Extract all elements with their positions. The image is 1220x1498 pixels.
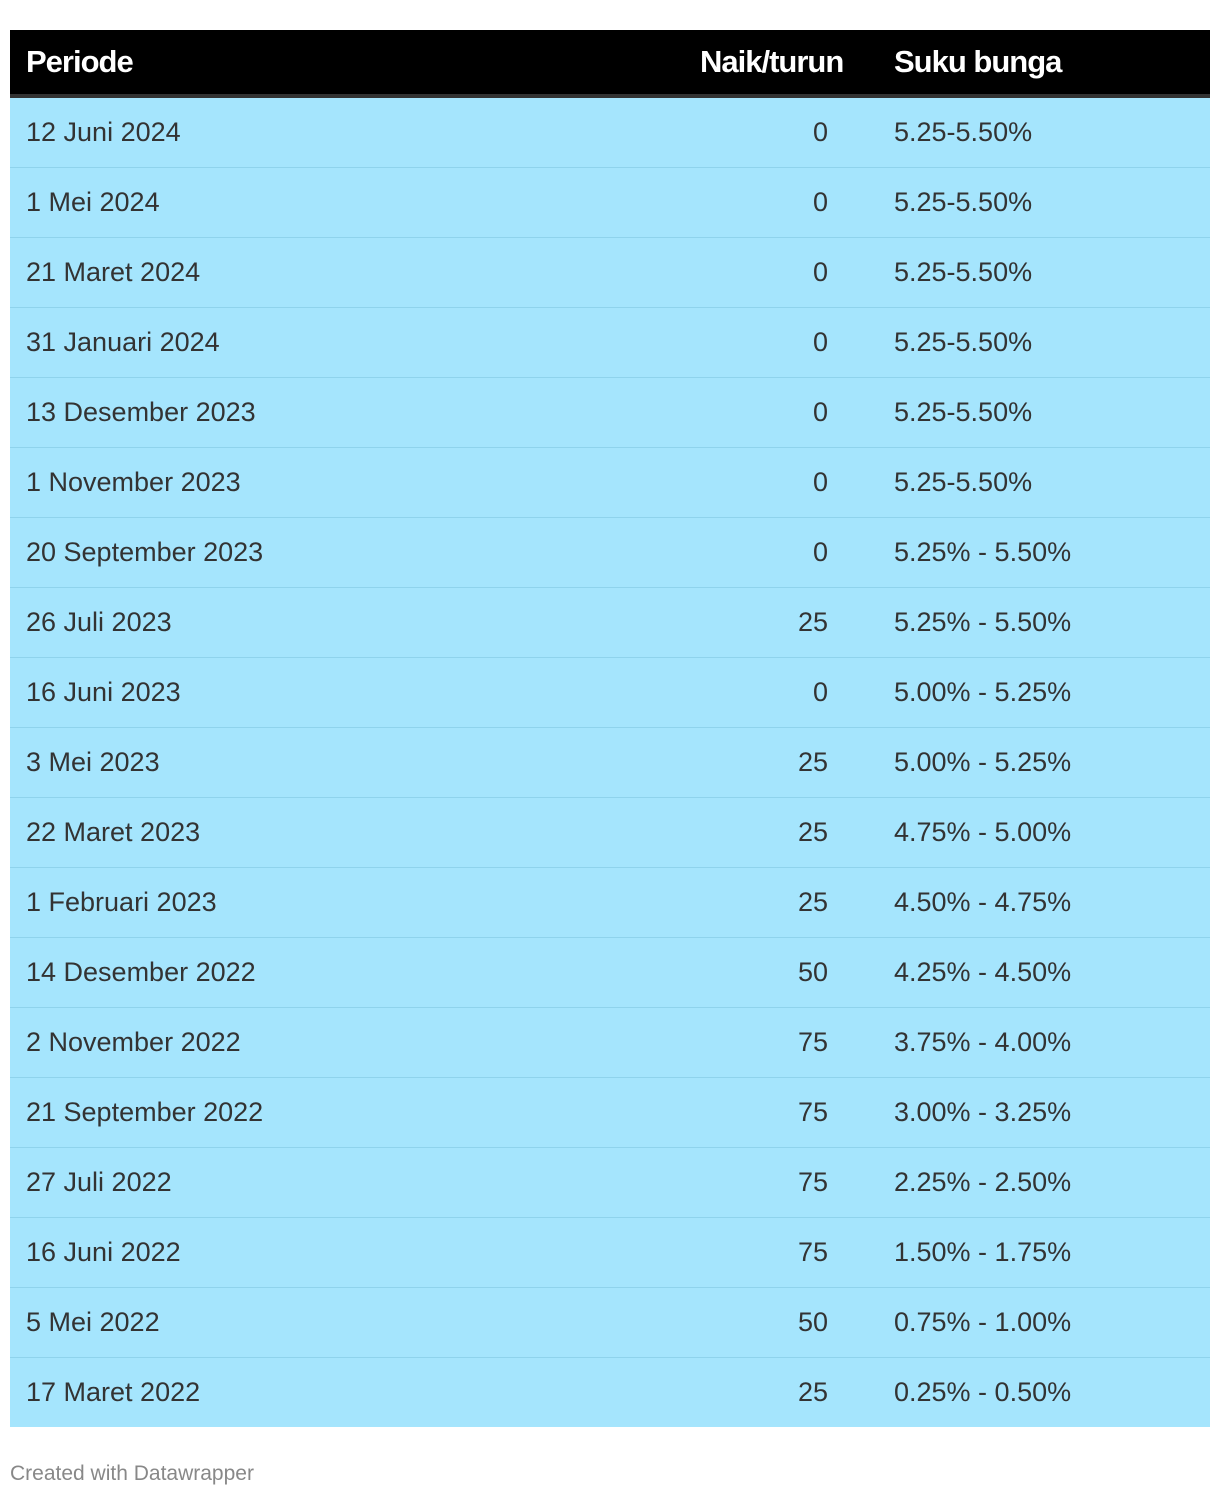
cell-suku-bunga: 5.25-5.50% — [828, 308, 1210, 378]
cell-suku-bunga: 5.00% - 5.25% — [828, 658, 1210, 728]
cell-suku-bunga: 4.75% - 5.00% — [828, 798, 1210, 868]
rate-table — [10, 30, 1210, 1427]
cell-periode: 21 September 2022 — [10, 1078, 700, 1148]
cell-naik-turun: 0 — [700, 96, 828, 168]
cell-suku-bunga: 0.25% - 0.50% — [894, 1377, 1072, 1407]
cell-suku-bunga: 0.75% - 1.00% — [828, 1288, 1210, 1358]
cell-naik-turun: 50 — [700, 938, 828, 1008]
table-row — [10, 238, 1210, 308]
cell-periode: 31 Januari 2024 — [10, 308, 700, 378]
table-header — [10, 30, 1210, 96]
table-row — [10, 728, 1210, 798]
table-row — [10, 938, 1210, 1008]
cell-naik-turun: 0 — [700, 308, 828, 378]
table-row — [10, 518, 1210, 588]
cell-suku-bunga: 4.25% - 4.50% — [828, 938, 1210, 1008]
cell-suku-bunga: 5.25% - 5.50% — [828, 588, 1210, 658]
cell-suku-bunga: 5.25-5.50% — [828, 378, 1210, 448]
data-table-container — [10, 30, 1210, 1427]
table-row — [10, 308, 1210, 378]
table-row — [10, 798, 1210, 868]
cell-naik-turun: 0 — [700, 168, 828, 238]
cell-periode: 1 Februari 2023 — [10, 868, 700, 938]
cell-suku-bunga: 5.25-5.50% — [828, 168, 1210, 238]
cell-periode: 17 Maret 2022 — [26, 1377, 201, 1407]
table-row — [10, 1218, 1210, 1288]
table-row — [10, 1148, 1210, 1218]
header-suku-bunga[interactable]: Suku bunga — [828, 30, 1210, 96]
cell-naik-turun: 50 — [700, 1288, 828, 1358]
cell-naik-turun: 75 — [700, 1148, 828, 1218]
cell-suku-bunga: 2.25% - 2.50% — [828, 1148, 1210, 1218]
table-row — [10, 168, 1210, 238]
cell-naik-turun: 75 — [700, 1078, 828, 1148]
cell-suku-bunga: 5.25-5.50% — [828, 96, 1210, 168]
cell-periode: 20 September 2023 — [10, 518, 700, 588]
cell-naik-turun: 25 — [700, 728, 828, 798]
datawrapper-credit: Created with Datawrapper — [10, 1462, 254, 1485]
cell-periode: 14 Desember 2022 — [10, 938, 700, 1008]
cell-periode: 1 November 2023 — [10, 448, 700, 518]
cell-suku-bunga: 3.75% - 4.00% — [828, 1008, 1210, 1078]
cell-naik-turun: 75 — [700, 1218, 828, 1288]
cell-naik-turun: 75 — [700, 1008, 828, 1078]
table-row — [10, 378, 1210, 448]
cell-naik-turun: 0 — [700, 518, 828, 588]
cell-suku-bunga: 3.00% - 3.25% — [828, 1078, 1210, 1148]
cell-periode: 26 Juli 2023 — [10, 588, 700, 658]
cell-suku-bunga: 5.00% - 5.25% — [828, 728, 1210, 798]
cell-periode: 12 Juni 2024 — [10, 96, 700, 168]
header-periode[interactable]: Periode — [10, 30, 700, 96]
cell-periode: 13 Desember 2023 — [10, 378, 700, 448]
cell-periode: 3 Mei 2023 — [10, 728, 700, 798]
cell-periode: 16 Juni 2022 — [10, 1218, 700, 1288]
cell-suku-bunga: 5.25-5.50% — [828, 238, 1210, 308]
table-row — [10, 448, 1210, 518]
header-row — [10, 30, 1210, 96]
table-row — [10, 1288, 1210, 1358]
table-row — [10, 588, 1210, 658]
cell-periode: 2 November 2022 — [10, 1008, 700, 1078]
cell-naik-turun: 25 — [700, 868, 828, 938]
table-body — [10, 96, 1210, 1427]
cell-suku-bunga: 5.25-5.50% — [828, 448, 1210, 518]
cell-naik-turun: 0 — [700, 658, 828, 728]
cell-periode: 5 Mei 2022 — [10, 1288, 700, 1358]
cell-periode: 27 Juli 2022 — [10, 1148, 700, 1218]
cell-naik-turun: 0 — [700, 238, 828, 308]
cell-periode: 22 Maret 2023 — [10, 798, 700, 868]
cell-periode: 21 Maret 2024 — [10, 238, 700, 308]
table-row — [10, 658, 1210, 728]
table-row — [10, 868, 1210, 938]
cell-naik-turun: 25 — [797, 1377, 828, 1407]
cell-naik-turun: 0 — [700, 448, 828, 518]
cell-suku-bunga: 5.25% - 5.50% — [828, 518, 1210, 588]
cell-periode: 16 Juni 2023 — [10, 658, 700, 728]
table-row — [10, 1358, 1210, 1428]
cell-periode: 1 Mei 2024 — [10, 168, 700, 238]
header-naik-turun[interactable]: Naik/turun — [700, 30, 828, 96]
table-row — [10, 96, 1210, 168]
table-row — [10, 1078, 1210, 1148]
cell-suku-bunga: 4.50% - 4.75% — [828, 868, 1210, 938]
cell-naik-turun: 0 — [700, 378, 828, 448]
cell-naik-turun: 25 — [700, 588, 828, 658]
cell-suku-bunga: 1.50% - 1.75% — [828, 1218, 1210, 1288]
table-row — [10, 1008, 1210, 1078]
cell-naik-turun: 25 — [700, 798, 828, 868]
